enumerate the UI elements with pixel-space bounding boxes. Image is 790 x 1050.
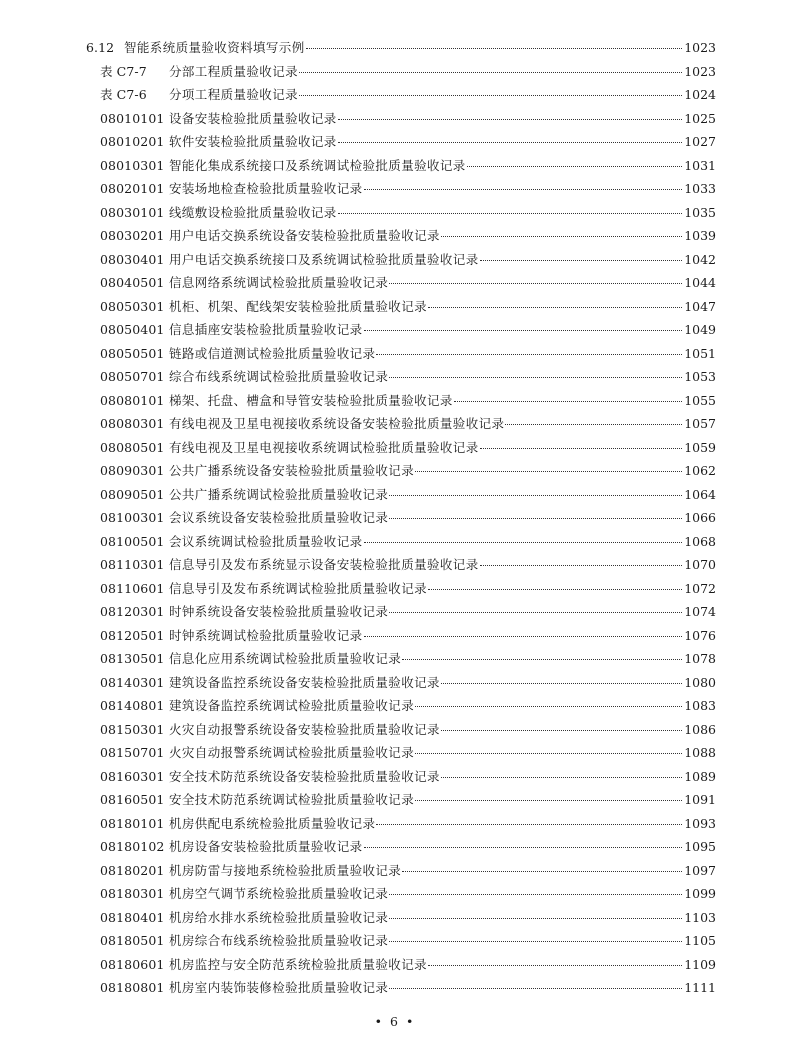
toc-entry[interactable] [86, 953, 716, 977]
toc-entry[interactable] [86, 459, 716, 483]
toc-dot-leader [389, 376, 682, 378]
toc-entry-title: 信息导引及发布系统调试检验批质量验收记录 [169, 580, 428, 596]
toc-entry-title: 分项工程质量验收记录 [169, 87, 299, 102]
toc-entry-page-number: 1057 [684, 416, 716, 431]
toc-entry-title: 会议系统设备安装检验批质量验收记录 [169, 510, 389, 525]
toc-entry-title: 火灾自动报警系统调试检验批质量验收记录 [169, 745, 415, 760]
toc-entry[interactable] [86, 483, 716, 507]
toc-entry-page-number: 1055 [684, 392, 716, 408]
toc-dot-leader [428, 964, 682, 966]
toc-entry[interactable] [86, 248, 716, 272]
toc-entry-code: 08030201 [100, 228, 165, 243]
toc-dot-leader [389, 611, 682, 613]
toc-entry[interactable] [86, 201, 716, 225]
toc-entry-title: 有线电视及卫星电视接收系统调试检验批质量验收记录 [169, 439, 479, 455]
toc-entry-page-number: 1047 [684, 298, 716, 314]
toc-dot-leader [364, 635, 683, 637]
toc-entry-page-number: 1070 [684, 557, 716, 572]
toc-dot-leader [389, 517, 682, 519]
toc-dot-leader [338, 212, 682, 214]
toc-dot-leader [364, 541, 683, 543]
toc-entry[interactable] [86, 600, 716, 624]
toc-entry-title: 机房给水排水系统检验批质量验收记录 [169, 909, 389, 925]
toc-entry-code: 08040501 [100, 275, 165, 290]
toc-entry-title: 智能化集成系统接口及系统调试检验批质量验收记录 [169, 157, 466, 173]
toc-entry-code: 08180101 [100, 815, 165, 831]
toc-entry-code: 08150701 [100, 745, 165, 760]
toc-entry[interactable] [86, 577, 716, 601]
toc-entry-page-number: 1025 [684, 110, 716, 126]
toc-dot-leader [299, 94, 682, 96]
toc-entry-code: 08010101 [100, 110, 165, 126]
toc-entry-code: 08090301 [100, 463, 165, 478]
toc-entry-code: 08080501 [100, 439, 165, 455]
toc-dot-leader [454, 400, 682, 402]
toc-dot-leader [428, 588, 682, 590]
toc-entry-title: 安装场地检查检验批质量验收记录 [169, 181, 363, 196]
toc-entry-page-number: 1093 [684, 815, 716, 831]
toc-entry-page-number: 1031 [684, 157, 716, 173]
toc-entry-page-number: 1062 [684, 463, 716, 478]
toc-entry[interactable] [86, 882, 716, 906]
toc-entry-page-number: 1099 [684, 886, 716, 901]
toc-entry-title: 建筑设备监控系统设备安装检验批质量验收记录 [169, 674, 440, 690]
toc-entry-code: 08080301 [100, 416, 165, 431]
toc-entry-code: 表 C7-7 [100, 63, 147, 79]
toc-dot-leader [441, 776, 682, 778]
toc-entry-page-number: 1086 [684, 721, 716, 737]
toc-entry-page-number: 1091 [684, 792, 716, 807]
toc-entry[interactable] [86, 647, 716, 671]
toc-entry-title: 线缆敷设检验批质量验收记录 [169, 204, 337, 220]
toc-dot-leader [441, 729, 682, 731]
toc-entry-page-number: 1033 [684, 181, 716, 196]
toc-entry-title: 信息化应用系统调试检验批质量验收记录 [169, 651, 402, 666]
toc-entry[interactable] [86, 976, 716, 1000]
toc-dot-leader [376, 823, 682, 825]
toc-entry-page-number: 1023 [684, 40, 716, 55]
toc-entry-code: 08180102 [100, 839, 165, 854]
toc-entry-title: 信息网络系统调试检验批质量验收记录 [169, 275, 389, 290]
toc-dot-leader [389, 282, 682, 284]
toc-entry-code: 08100301 [100, 510, 165, 525]
toc-entry[interactable] [86, 107, 716, 131]
toc-dot-leader [441, 235, 682, 237]
toc-dot-leader [299, 71, 682, 73]
toc-dot-leader [415, 470, 682, 472]
toc-entry-code: 08180801 [100, 980, 165, 995]
toc-entry-title: 时钟系统调试检验批质量验收记录 [169, 627, 363, 643]
toc-entry-title: 公共广播系统调试检验批质量验收记录 [169, 486, 389, 502]
toc-entry-code: 08130501 [100, 651, 165, 666]
toc-entry-code: 08050701 [100, 369, 165, 384]
toc-entry-title: 设备安装检验批质量验收记录 [169, 110, 337, 126]
toc-entry-code: 08020101 [100, 181, 165, 196]
toc-entry-code: 08160501 [100, 792, 165, 807]
toc-entry-title: 用户电话交换系统接口及系统调试检验批质量验收记录 [169, 251, 479, 267]
toc-entry[interactable] [86, 741, 716, 765]
toc-entry[interactable] [86, 389, 716, 413]
toc-entry-page-number: 1109 [684, 956, 716, 972]
toc-entry-code: 08010201 [100, 134, 165, 149]
toc-dot-leader [415, 705, 682, 707]
toc-entry-code: 08140301 [100, 674, 165, 690]
toc-entry[interactable] [86, 506, 716, 530]
toc-entry-code: 08100501 [100, 533, 165, 549]
toc-entry-code: 08090501 [100, 486, 165, 502]
toc-entry-page-number: 1042 [684, 251, 716, 267]
toc-entry-page-number: 1072 [684, 580, 716, 596]
toc-entry-page-number: 1059 [684, 439, 716, 455]
toc-entry-title: 软件安装检验批质量验收记录 [169, 134, 337, 149]
toc-dot-leader [480, 259, 683, 261]
toc-entry-code: 08080101 [100, 392, 165, 408]
toc-dot-leader [441, 682, 682, 684]
toc-entry-page-number: 1049 [684, 322, 716, 337]
toc-entry[interactable] [86, 553, 716, 577]
toc-entry-title: 分部工程质量验收记录 [169, 63, 299, 79]
toc-entry-title: 机房综合布线系统检验批质量验收记录 [169, 933, 389, 948]
toc-entry[interactable] [86, 342, 716, 366]
toc-entry-page-number: 1111 [684, 980, 716, 995]
toc-entry-title: 机房供配电系统检验批质量验收记录 [169, 815, 376, 831]
toc-entry-page-number: 1068 [684, 533, 716, 549]
toc-entry-title: 机房监控与安全防范系统检验批质量验收记录 [169, 956, 428, 972]
toc-dot-leader [389, 917, 682, 919]
toc-dot-leader [389, 987, 682, 989]
toc-entry-page-number: 1080 [684, 674, 716, 690]
toc-entry[interactable] [86, 624, 716, 648]
toc-entry[interactable] [86, 929, 716, 953]
toc-entry-code: 08180201 [100, 862, 165, 878]
toc-entry-code: 08120501 [100, 627, 165, 643]
toc-entry-page-number: 1027 [684, 134, 716, 149]
toc-dot-leader [428, 306, 682, 308]
toc-entry-page-number: 1039 [684, 228, 716, 243]
toc-entry-code: 08050301 [100, 298, 165, 314]
toc-entry[interactable] [86, 271, 716, 295]
toc-entry-title: 梯架、托盘、槽盒和导管安装检验批质量验收记录 [169, 392, 453, 408]
toc-dot-leader [389, 940, 682, 942]
toc-entry-page-number: 1023 [684, 63, 716, 79]
toc-dot-leader [480, 447, 683, 449]
toc-dot-leader [402, 870, 682, 872]
toc-dot-leader [306, 47, 683, 49]
toc-entry[interactable] [86, 295, 716, 319]
toc-entry-title: 智能系统质量验收资料填写示例 [124, 40, 305, 55]
toc-entry-title: 机房防雷与接地系统检验批质量验收记录 [169, 862, 402, 878]
toc-entry-page-number: 1074 [684, 604, 716, 619]
toc-entry-title: 安全技术防范系统设备安装检验批质量验收记录 [169, 768, 440, 784]
toc-entry[interactable] [86, 812, 716, 836]
toc-entry-page-number: 1078 [684, 651, 716, 666]
toc-entry[interactable] [86, 318, 716, 342]
toc-entry-title: 机柜、机架、配线架安装检验批质量验收记录 [169, 298, 428, 314]
toc-dot-leader [376, 353, 682, 355]
toc-entry-code: 6.12 [86, 40, 115, 55]
toc-dot-leader [505, 423, 682, 425]
toc-entry-page-number: 1088 [684, 745, 716, 760]
toc-entry-code: 08120301 [100, 604, 165, 619]
toc-entry-page-number: 1097 [684, 862, 716, 878]
toc-entry-title: 信息插座安装检验批质量验收记录 [169, 322, 363, 337]
toc-entry-title: 会议系统调试检验批质量验收记录 [169, 533, 363, 549]
toc-entry-page-number: 1066 [684, 510, 716, 525]
toc-entry[interactable] [86, 412, 716, 436]
toc-entry[interactable] [86, 154, 716, 178]
toc-entry-code: 08030101 [100, 204, 165, 220]
toc-entry[interactable] [86, 765, 716, 789]
toc-dot-leader [338, 118, 682, 120]
toc-entry-title: 安全技术防范系统调试检验批质量验收记录 [169, 792, 415, 807]
toc-entry-page-number: 1103 [684, 909, 716, 925]
toc-entry-page-number: 1035 [684, 204, 716, 220]
toc-entry-code: 08010301 [100, 157, 165, 173]
toc-entry-code: 08050501 [100, 345, 165, 361]
toc-entry[interactable] [86, 436, 716, 460]
toc-entry-page-number: 1105 [684, 933, 716, 948]
toc-entry[interactable] [86, 671, 716, 695]
toc-entry-code: 08180601 [100, 956, 165, 972]
toc-dot-leader [364, 329, 683, 331]
toc-entry-page-number: 1095 [684, 839, 716, 854]
toc-entry[interactable] [86, 906, 716, 930]
toc-entry-title: 链路或信道测试检验批质量验收记录 [169, 345, 376, 361]
toc-dot-leader [480, 564, 683, 566]
toc-entry-code: 08180401 [100, 909, 165, 925]
toc-entry-title: 机房室内装饰装修检验批质量验收记录 [169, 980, 389, 995]
toc-dot-leader [402, 658, 682, 660]
toc-entry-page-number: 1076 [684, 627, 716, 643]
toc-entry[interactable] [86, 530, 716, 554]
toc-dot-leader [338, 141, 682, 143]
toc-entry[interactable] [86, 130, 716, 154]
toc-entry-title: 用户电话交换系统设备安装检验批质量验收记录 [169, 228, 440, 243]
toc-dot-leader [364, 846, 683, 848]
toc-entry-code: 表 C7-6 [100, 87, 147, 102]
toc-entry-code: 08150301 [100, 721, 165, 737]
toc-entry-title: 公共广播系统设备安装检验批质量验收记录 [169, 463, 415, 478]
toc-entry-title: 信息导引及发布系统显示设备安装检验批质量验收记录 [169, 557, 479, 572]
toc-entry-title: 时钟系统设备安装检验批质量验收记录 [169, 604, 389, 619]
toc-entry-code: 08110301 [100, 557, 165, 572]
toc-entry-code: 08140801 [100, 698, 165, 713]
toc-entry[interactable] [86, 694, 716, 718]
toc-entry-page-number: 1044 [684, 275, 716, 290]
toc-dot-leader [415, 752, 682, 754]
toc-entry-title: 火灾自动报警系统设备安装检验批质量验收记录 [169, 721, 440, 737]
toc-entry[interactable] [86, 788, 716, 812]
toc-entry-page-number: 1083 [684, 698, 716, 713]
toc-entry[interactable] [86, 224, 716, 248]
toc-entry-code: 08030401 [100, 251, 165, 267]
toc-entry[interactable] [86, 835, 716, 859]
toc-entry[interactable] [86, 83, 716, 107]
toc-entry-page-number: 1024 [684, 87, 716, 102]
toc-entry-title: 机房设备安装检验批质量验收记录 [169, 839, 363, 854]
toc-dot-leader [415, 799, 682, 801]
toc-entry-page-number: 1064 [684, 486, 716, 502]
toc-entry[interactable] [86, 177, 716, 201]
toc-dot-leader [389, 494, 682, 496]
toc-entry-code: 08180301 [100, 886, 165, 901]
toc-dot-leader [389, 893, 682, 895]
toc-entry-title: 有线电视及卫星电视接收系统设备安装检验批质量验收记录 [169, 416, 505, 431]
toc-entry-code: 08160301 [100, 768, 165, 784]
toc-entry-code: 08180501 [100, 933, 165, 948]
toc-entry-page-number: 1089 [684, 768, 716, 784]
toc-entry[interactable] [86, 365, 716, 389]
toc-entry-page-number: 1051 [684, 345, 716, 361]
toc-entry-title: 机房空气调节系统检验批质量验收记录 [169, 886, 389, 901]
table-of-contents [86, 36, 716, 1000]
toc-entry[interactable] [86, 859, 716, 883]
toc-entry[interactable] [86, 718, 716, 742]
toc-entry-page-number: 1053 [684, 369, 716, 384]
toc-entry-code: 08110601 [100, 580, 165, 596]
toc-entry[interactable] [86, 36, 716, 60]
toc-entry-code: 08050401 [100, 322, 165, 337]
toc-dot-leader [467, 165, 682, 167]
page-number: • 6 • [374, 1014, 416, 1029]
toc-entry-title: 综合布线系统调试检验批质量验收记录 [169, 369, 389, 384]
toc-entry[interactable] [86, 60, 716, 84]
toc-dot-leader [364, 188, 683, 190]
toc-entry-title: 建筑设备监控系统调试检验批质量验收记录 [169, 698, 415, 713]
